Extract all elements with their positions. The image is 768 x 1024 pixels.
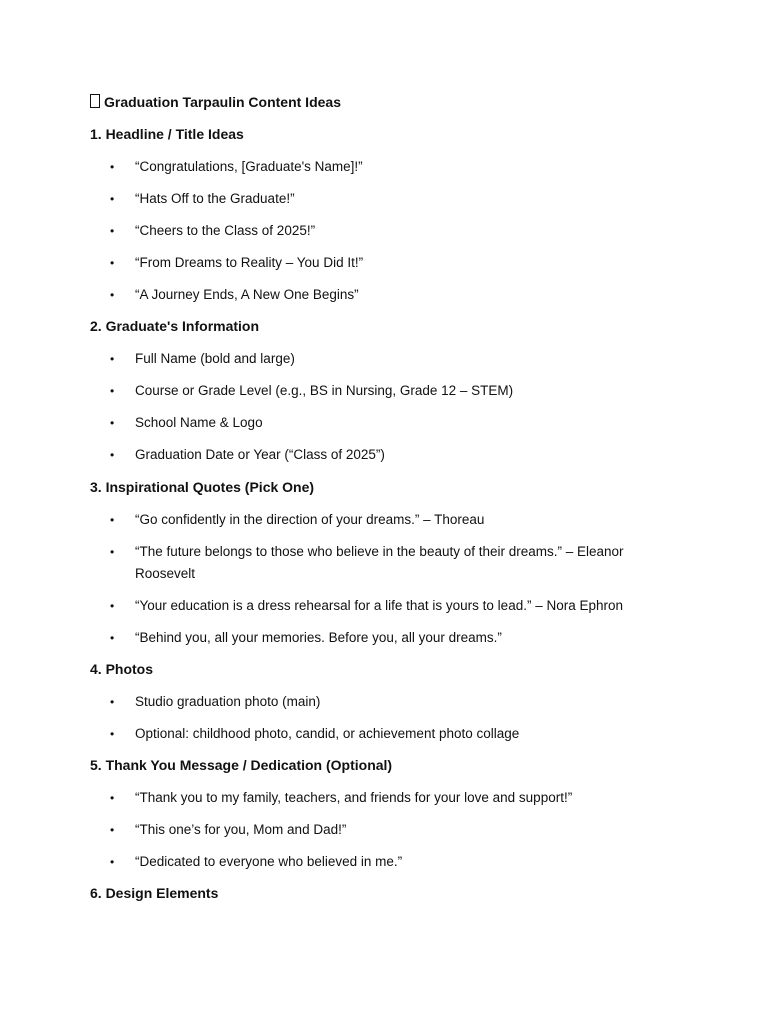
list-item-text: “This one’s for you, Mom and Dad!” [135,822,347,837]
list-item-text: “Cheers to the Class of 2025!” [135,223,316,238]
bullet-icon: • [110,416,115,430]
list-item-text: “Hats Off to the Graduate!” [135,191,295,206]
list-item-text: “Go confidently in the direction of your dreams.” – Thoreau [135,512,485,527]
bullet-icon: • [110,256,115,270]
section-heading: 6. Design Elements [90,885,219,901]
bullet-list [90,787,690,873]
bullet-icon: • [110,513,115,527]
bullet-icon: • [110,160,115,174]
list-item-text: Studio graduation photo (main) [135,694,321,709]
bullet-icon: • [110,224,115,238]
list-item [90,787,655,809]
section-heading: 2. Graduate's Information [90,318,260,334]
list-item-text: Optional: childhood photo, candid, or achievement photo collage [135,726,520,741]
list-item-text: Graduation Date or Year (“Class of 2025”) [135,447,385,462]
list-item-text: “Dedicated to everyone who believed in me.” [135,854,403,869]
list-item-text: “Behind you, all your memories. Before you, all your dreams.” [135,630,502,645]
bullet-icon: • [110,791,115,805]
list-item [90,819,655,841]
list-item [90,188,655,210]
list-item [90,851,655,873]
bullet-list [90,509,690,649]
section-heading: 3. Inspirational Quotes (Pick One) [90,479,315,495]
list-item-text: Full Name (bold and large) [135,351,295,366]
list-item-text: “A Journey Ends, A New One Begins” [135,287,359,302]
section-inspirational-quotes [90,477,690,649]
section-heading: 4. Photos [90,661,154,677]
bullet-list [90,348,690,466]
document-title-text: Graduation Tarpaulin Content Ideas [104,94,341,110]
list-item-text: “Your education is a dress rehearsal for a life that is yours to lead.” – Nora Ephron [135,598,624,613]
bullet-icon: • [110,631,115,645]
list-item-text: School Name & Logo [135,415,263,430]
bullet-icon: • [110,599,115,613]
list-item [90,541,655,585]
list-item-text: “The future belongs to those who believe in the beauty of their dreams.” – Eleanor Roosevelt [135,544,624,581]
section-heading: 5. Thank You Message / Dedication (Optional) [90,757,393,773]
bullet-icon: • [110,823,115,837]
missing-glyph-icon [90,94,100,108]
list-item [90,380,655,402]
bullet-list [90,691,690,745]
list-item [90,509,655,531]
bullet-icon: • [110,727,115,741]
bullet-icon: • [110,545,115,559]
section-design-elements [90,883,690,903]
bullet-icon: • [110,855,115,869]
bullet-icon: • [110,448,115,462]
section-thank-you-message [90,755,690,873]
list-item [90,723,655,745]
list-item-text: Course or Grade Level (e.g., BS in Nursing, Grade 12 – STEM) [135,383,514,398]
list-item [90,627,655,649]
bullet-icon: • [110,192,115,206]
list-item [90,595,655,617]
list-item [90,348,655,370]
document-title [90,92,341,112]
list-item [90,444,655,466]
bullet-icon: • [110,384,115,398]
list-item [90,691,655,713]
list-item-text: “Congratulations, [Graduate's Name]!” [135,159,363,174]
bullet-icon: • [110,695,115,709]
list-item [90,252,655,274]
section-headline-ideas [90,124,690,306]
list-item-text: “From Dreams to Reality – You Did It!” [135,255,364,270]
bullet-icon: • [110,288,115,302]
list-item-text: “Thank you to my family, teachers, and friends for your love and support!” [135,790,573,805]
list-item [90,220,655,242]
bullet-icon: • [110,352,115,366]
list-item [90,412,655,434]
bullet-list [90,156,690,306]
list-item [90,156,655,178]
section-photos [90,659,690,745]
section-graduate-information [90,316,690,466]
list-item [90,284,655,306]
section-heading: 1. Headline / Title Ideas [90,126,244,142]
